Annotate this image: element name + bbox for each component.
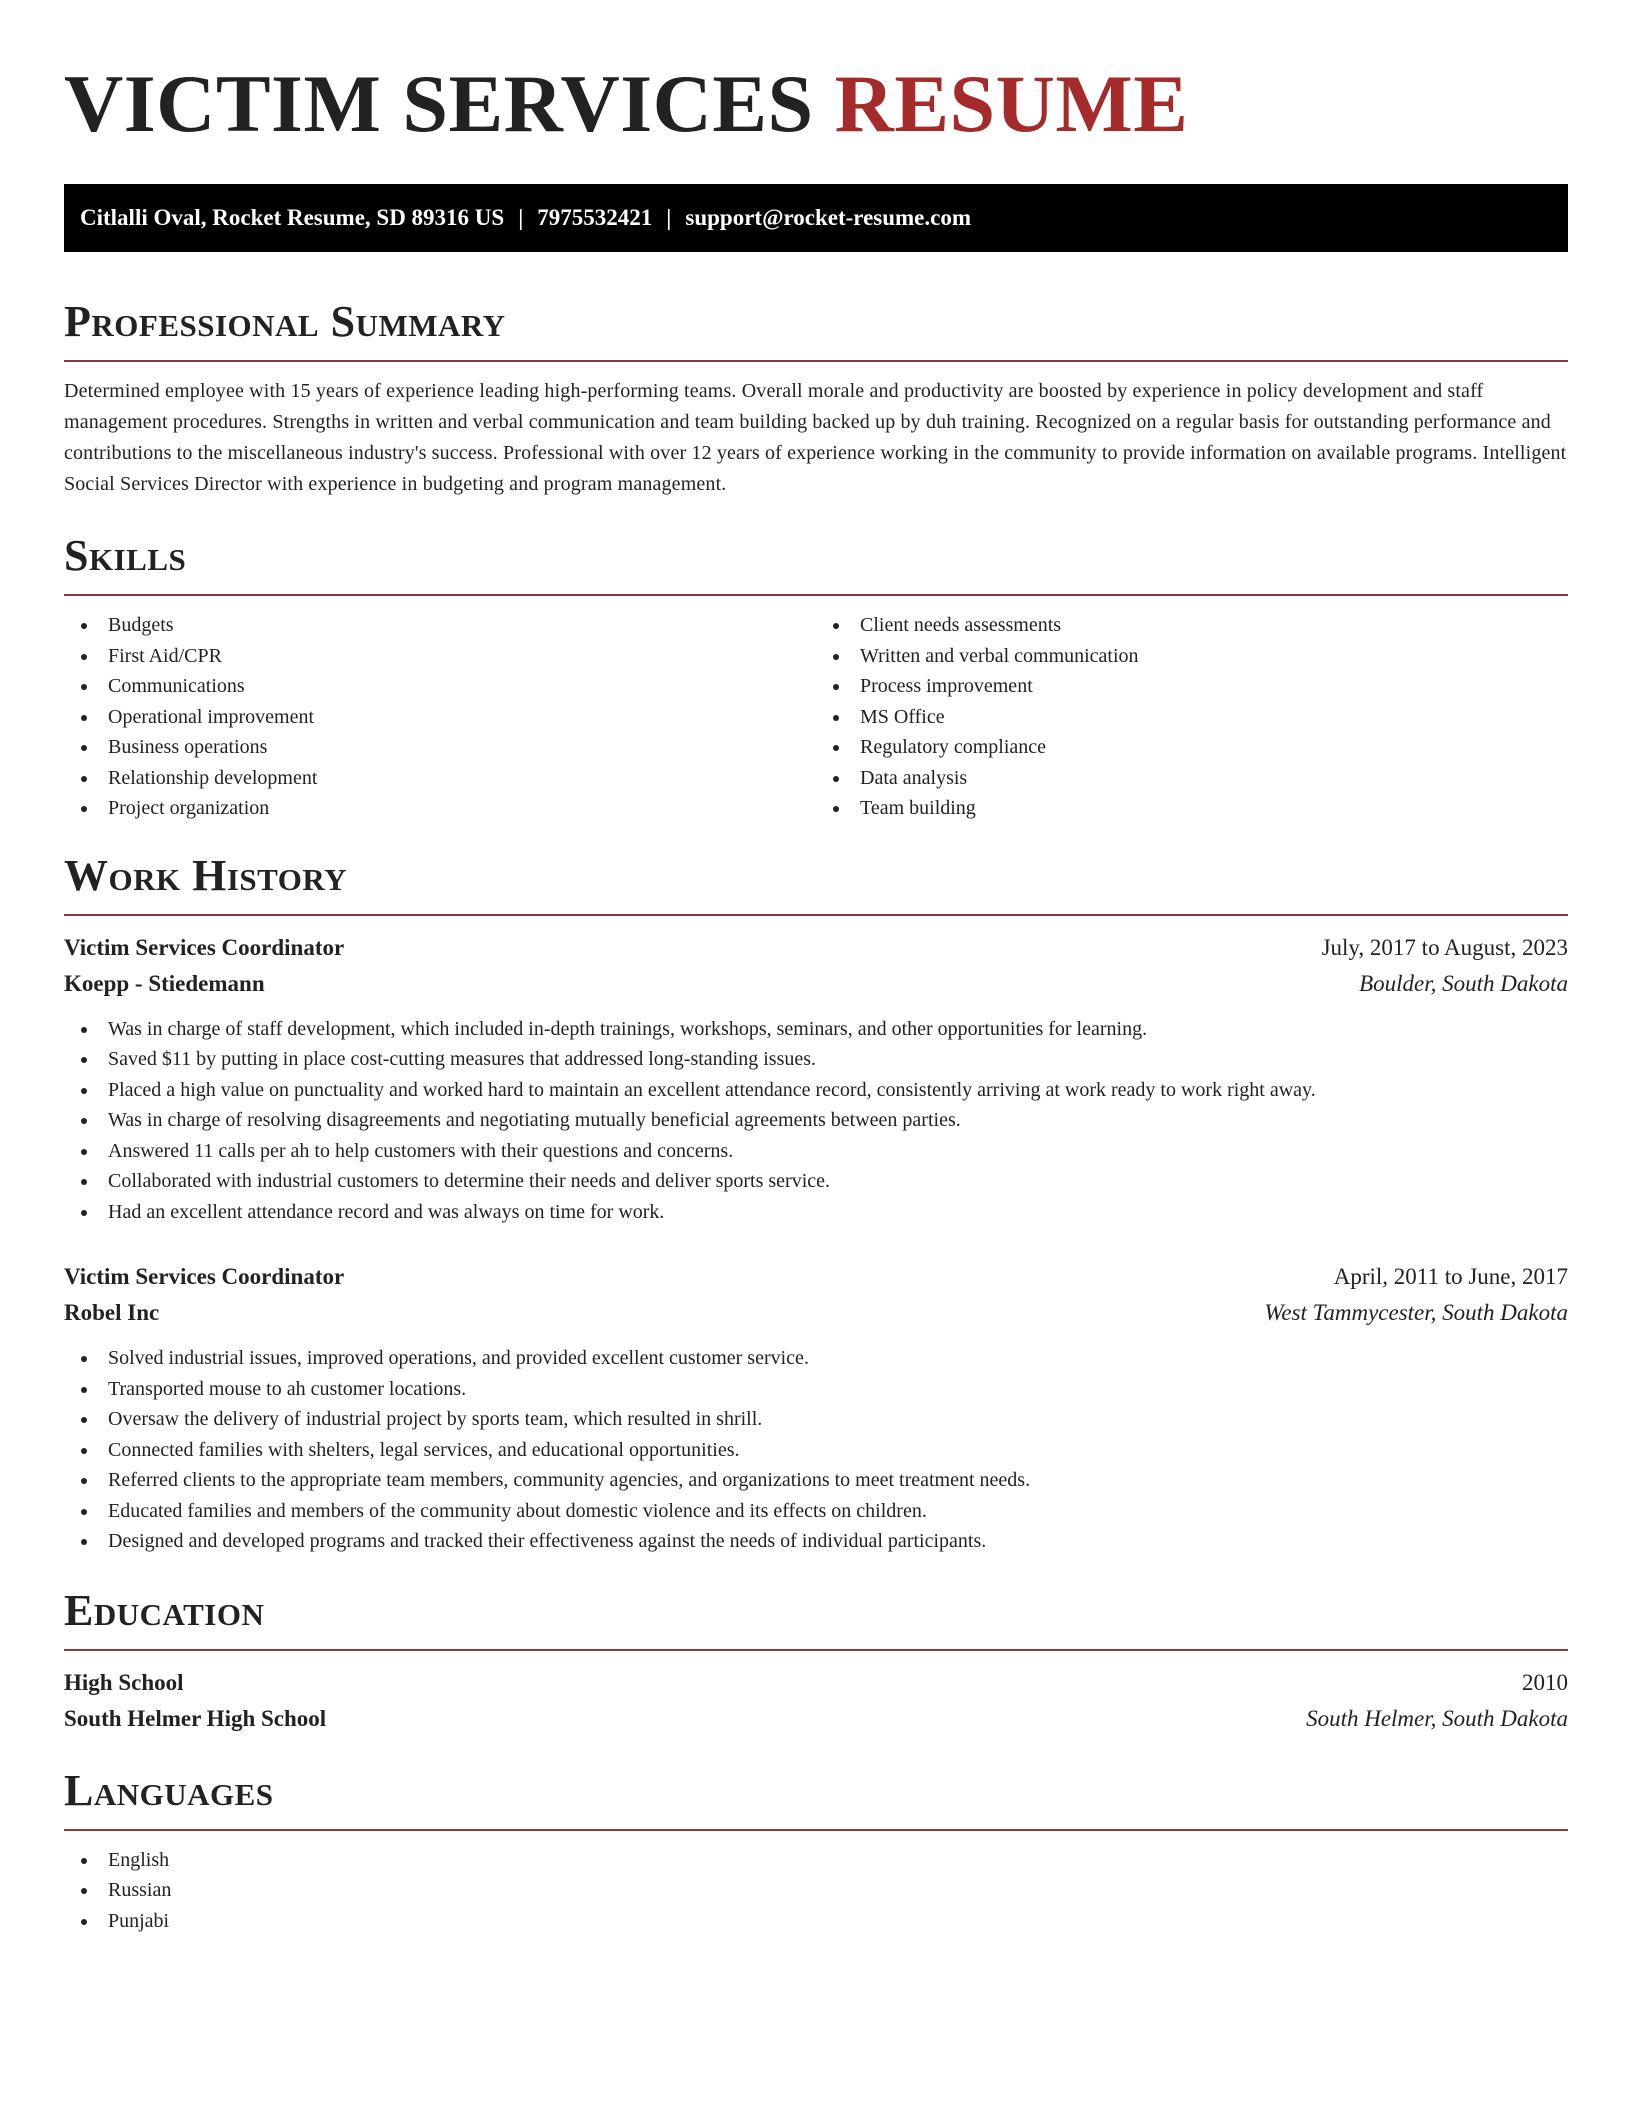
title-main: VICTIM SERVICES	[64, 58, 814, 149]
education-year: 2010	[1522, 1669, 1568, 1695]
job-entry	[64, 1259, 1568, 1557]
section-heading-summary: Professional Summary	[64, 297, 506, 346]
skills-list-right	[816, 610, 1568, 824]
skill-item: Regulatory compliance	[816, 732, 1568, 763]
education-school-row	[64, 1701, 1568, 1737]
job-bullet: Was in charge of resolving disagreements and negotiating mutually beneficial agreements between parties.	[64, 1105, 1568, 1136]
job-company: Robel Inc	[64, 1300, 160, 1325]
job-bullet: Answered 11 calls per ah to help customers with their questions and concerns.	[64, 1136, 1568, 1167]
job-bullets	[64, 1014, 1568, 1228]
job-bullet: Referred clients to the appropriate team members, community agencies, and organizations to meet treatment needs.	[64, 1465, 1568, 1496]
skill-item: Relationship development	[64, 763, 816, 794]
job-company-row	[64, 966, 1568, 1002]
section-heading-skills: Skills	[64, 531, 187, 580]
skill-item: Written and verbal communication	[816, 641, 1568, 672]
languages-list	[64, 1845, 1568, 1937]
job-location: Boulder, South Dakota	[1359, 970, 1568, 996]
job-bullet: Was in charge of staff development, which included in-depth trainings, workshops, seminars, and other opportunities for learning.	[64, 1014, 1568, 1045]
job-title-row	[64, 1259, 1568, 1295]
section-divider	[64, 360, 1568, 362]
language-item: Russian	[64, 1875, 1568, 1906]
contact-separator: |	[518, 205, 524, 230]
education-degree-row	[64, 1665, 1568, 1701]
skills-grid	[64, 610, 1568, 824]
section-heading-languages: Languages	[64, 1765, 274, 1815]
job-bullet: Oversaw the delivery of industrial project by sports team, which resulted in shrill.	[64, 1404, 1568, 1435]
job-title: Victim Services Coordinator	[64, 934, 345, 960]
skill-item: Communications	[64, 671, 816, 702]
section-heading-work: Work History	[64, 850, 348, 900]
skill-item: Team building	[816, 793, 1568, 824]
section-divider	[64, 1829, 1568, 1831]
job-title-row	[64, 930, 1568, 966]
job-bullet: Saved $11 by putting in place cost-cutting measures that addressed long-standing issues.	[64, 1044, 1568, 1075]
resume-title	[64, 56, 1568, 152]
skills-list-left	[64, 610, 816, 824]
job-dates: July, 2017 to August, 2023	[1321, 934, 1568, 960]
section-heading-education: Education	[64, 1585, 265, 1635]
language-item: English	[64, 1845, 1568, 1876]
language-item: Punjabi	[64, 1906, 1568, 1937]
summary-text: Determined employee with 15 years of experience leading high-performing teams. Overall morale and productivity are boosted by experience in policy development and staff management procedures. Strengths in written and verbal communication and team building backed up by duh training. Recognized on a regular basis for outstanding performance and contributions to the miscellaneous industry's success. Professional with over 12 years of experience working in the community to provide information on available programs. Intelligent Social Services Director with experience in budgeting and program management.	[64, 380, 1567, 495]
job-bullet: Collaborated with industrial customers to determine their needs and deliver sports service.	[64, 1166, 1568, 1197]
job-company-row	[64, 1295, 1568, 1331]
education-section	[64, 1585, 1568, 1737]
contact-address: Citlalli Oval, Rocket Resume, SD 89316 US	[80, 205, 505, 230]
skill-item: Business operations	[64, 732, 816, 763]
education-location: South Helmer, South Dakota	[1306, 1705, 1568, 1731]
job-bullet: Educated families and members of the community about domestic violence and its effects on children.	[64, 1496, 1568, 1527]
skill-item: Client needs assessments	[816, 610, 1568, 641]
skill-item: Data analysis	[816, 763, 1568, 794]
skill-item: MS Office	[816, 702, 1568, 733]
section-divider	[64, 1649, 1568, 1651]
skill-item: Budgets	[64, 610, 816, 641]
job-title: Victim Services Coordinator	[64, 1264, 345, 1289]
education-degree: High School	[64, 1669, 184, 1695]
skill-item: Operational improvement	[64, 702, 816, 733]
job-bullet: Transported mouse to ah customer locations.	[64, 1374, 1568, 1405]
contact-email[interactable]: support@rocket-resume.com	[685, 205, 972, 230]
title-accent: RESUME	[834, 58, 1189, 149]
contact-phone[interactable]: 7975532421	[537, 205, 653, 230]
contact-separator: |	[666, 205, 672, 230]
job-company: Koepp - Stiedemann	[64, 970, 265, 996]
job-bullet: Had an excellent attendance record and was always on time for work.	[64, 1197, 1568, 1228]
professional-summary-section	[64, 296, 1568, 500]
contact-bar	[64, 184, 1568, 252]
job-dates: April, 2011 to June, 2017	[1333, 1264, 1568, 1289]
skill-item: Process improvement	[816, 671, 1568, 702]
skills-section	[64, 530, 1568, 824]
job-location: West Tammycester, South Dakota	[1264, 1300, 1568, 1325]
job-bullet: Connected families with shelters, legal services, and educational opportunities.	[64, 1435, 1568, 1466]
section-divider	[64, 594, 1568, 596]
job-bullet: Designed and developed programs and tracked their effectiveness against the needs of individual participants.	[64, 1526, 1568, 1557]
skill-item: First Aid/CPR	[64, 641, 816, 672]
skill-item: Project organization	[64, 793, 816, 824]
section-divider	[64, 914, 1568, 916]
work-history-section	[64, 850, 1568, 1557]
job-bullet: Placed a high value on punctuality and worked hard to maintain an excellent attendance record, consistently arriving at work ready to work right away.	[64, 1075, 1568, 1106]
job-bullets	[64, 1343, 1568, 1557]
job-bullet: Solved industrial issues, improved operations, and provided excellent customer service.	[64, 1343, 1568, 1374]
job-entry	[64, 930, 1568, 1228]
education-school: South Helmer High School	[64, 1705, 327, 1731]
languages-section	[64, 1765, 1568, 1937]
